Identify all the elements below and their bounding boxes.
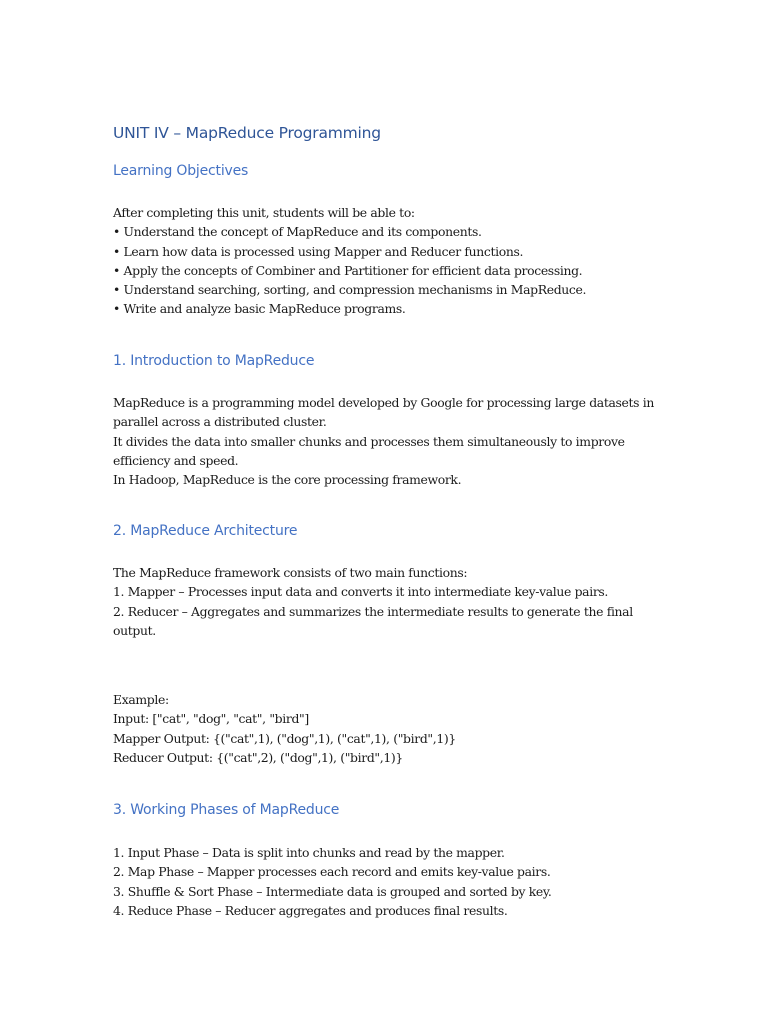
paragraph-line: 2. Reducer – Aggregates and summarizes the intermediate results to generate the final — [113, 603, 633, 619]
section-1-heading: 1. Introduction to MapReduce — [113, 353, 315, 369]
example-input: Input: ["cat", "dog", "cat", "bird"] — [113, 711, 309, 727]
phase-item: 2. Map Phase – Mapper processes each record and emits key-value pairs. — [113, 864, 551, 880]
objective-item: • Understand searching, sorting, and compression mechanisms in MapReduce. — [113, 282, 587, 298]
objective-item: • Learn how data is processed using Mapper and Reducer functions. — [113, 243, 524, 259]
paragraph-line: In Hadoop, MapReduce is the core processing framework. — [113, 472, 462, 488]
objective-item: • Understand the concept of MapReduce and its components. — [113, 224, 482, 240]
objective-item: • Write and analyze basic MapReduce programs. — [113, 301, 406, 317]
section-3-heading: 3. Working Phases of MapReduce — [113, 802, 340, 818]
paragraph-line: It divides the data into smaller chunks and processes them simultaneously to improve — [113, 433, 625, 449]
phase-item: 3. Shuffle & Sort Phase – Intermediate data is grouped and sorted by key. — [113, 883, 552, 899]
phase-item: 1. Input Phase – Data is split into chunks and read by the mapper. — [113, 845, 505, 860]
paragraph-line: 1. Mapper – Processes input data and converts it into intermediate key-value pairs. — [113, 584, 608, 600]
section-1-body — [113, 393, 658, 489]
paragraph-line: output. — [113, 622, 156, 638]
section-3-body — [113, 843, 658, 920]
paragraph-line: MapReduce is a programming model developed by Google for processing large datasets in — [113, 395, 654, 410]
learning-objectives-heading: Learning Objectives — [113, 163, 249, 179]
example-reducer-output: Reducer Output: {("cat",2), ("dog",1), ("bird",1)} — [113, 749, 403, 765]
example-label: Example: — [113, 692, 169, 707]
section-2-heading: 2. MapReduce Architecture — [113, 523, 298, 539]
objectives-intro: After completing this unit, students will be able to: — [113, 205, 415, 220]
section-2-body — [113, 563, 658, 640]
example-block — [113, 690, 658, 767]
learning-objectives-block — [113, 203, 658, 319]
phase-item: 4. Reduce Phase – Reducer aggregates and produces final results. — [113, 902, 508, 918]
example-mapper-output: Mapper Output: {("cat",1), ("dog",1), ("cat",1), ("bird",1)} — [113, 730, 456, 746]
document-title: UNIT IV – MapReduce Programming — [113, 124, 381, 142]
paragraph-line: parallel across a distributed cluster. — [113, 414, 327, 430]
paragraph-line: The MapReduce framework consists of two main functions: — [113, 565, 468, 580]
paragraph-line: efficiency and speed. — [113, 452, 239, 468]
objective-item: • Apply the concepts of Combiner and Partitioner for efficient data processing. — [113, 262, 583, 278]
